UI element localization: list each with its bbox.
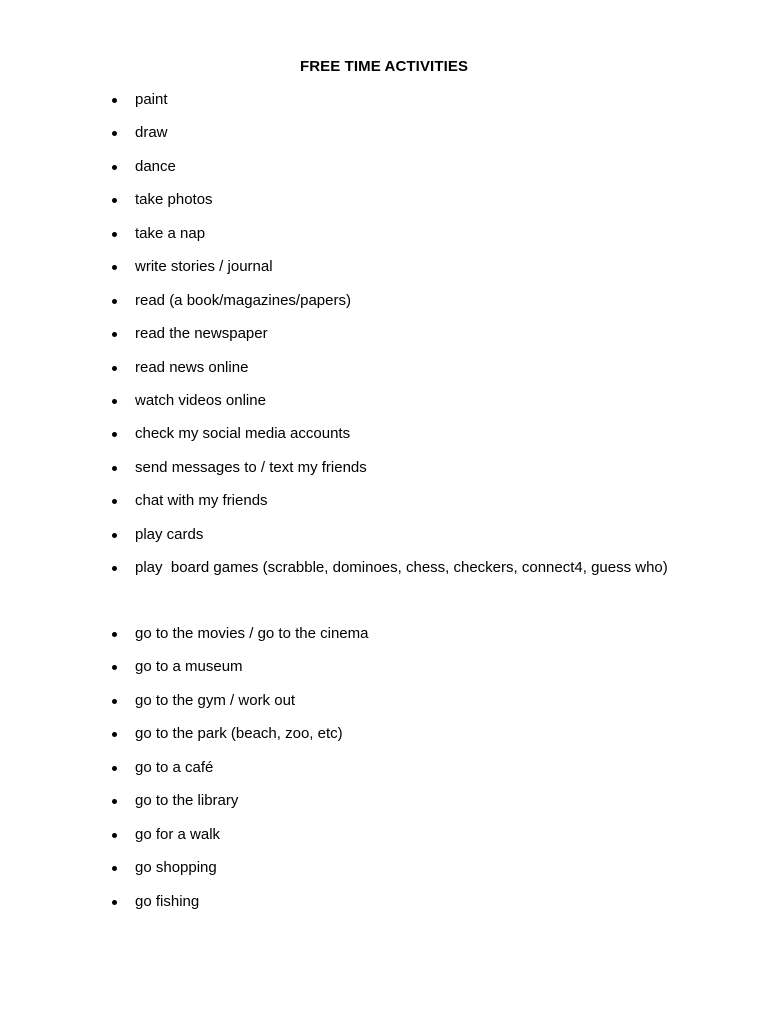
list-item-label: take a nap	[135, 224, 206, 242]
list-item-label: go to a museum	[135, 658, 243, 676]
bullet-icon	[112, 900, 117, 905]
list-item-label: go for a walk	[135, 825, 221, 843]
bullet-icon	[112, 432, 117, 437]
bullet-icon	[112, 98, 117, 103]
list-item-label: go to the library	[135, 792, 239, 810]
bullet-icon	[112, 699, 117, 704]
list-item-label: paint	[135, 91, 168, 108]
list-item-label: watch videos online	[135, 391, 266, 409]
bullet-icon	[112, 732, 117, 737]
bullet-icon	[112, 833, 117, 838]
list-item-label: play board games (scrabble, dominoes, chess, checkers, connect4, guess who)	[135, 559, 668, 577]
list-item-label: write stories / journal	[135, 258, 273, 276]
list-item-label: play cards	[135, 525, 204, 543]
list-item-label: read news online	[135, 358, 249, 376]
bullet-icon	[112, 299, 117, 304]
list-item-label: go to a café	[135, 758, 214, 776]
bullet-icon	[112, 632, 117, 637]
list-item-label: draw	[135, 124, 168, 142]
bullet-icon	[112, 466, 117, 471]
list-item-label: go to the movies / go to the cinema	[135, 625, 369, 642]
bullet-icon	[112, 399, 117, 404]
bullet-icon	[112, 366, 117, 371]
bullet-icon	[112, 799, 117, 804]
bullet-icon	[112, 131, 117, 136]
list-item-label: go to the park (beach, zoo, etc)	[135, 725, 343, 743]
bullet-icon	[112, 665, 117, 670]
list-item-label: chat with my friends	[135, 492, 268, 510]
list-item-label: read (a book/magazines/papers)	[135, 291, 351, 309]
list-item-label: read the newspaper	[135, 325, 268, 343]
bullet-icon	[112, 866, 117, 871]
bullet-icon	[112, 533, 117, 538]
page-title: FREE TIME ACTIVITIES	[299, 58, 469, 75]
bullet-icon	[112, 332, 117, 337]
list-item-label: go shopping	[135, 859, 217, 877]
list-item-label: dance	[135, 157, 176, 175]
bullet-icon	[112, 566, 117, 571]
list-item-label: go fishing	[135, 892, 200, 910]
bullet-icon	[112, 265, 117, 270]
bullet-icon	[112, 766, 117, 771]
bullet-icon	[112, 198, 117, 203]
bullet-icon	[112, 499, 117, 504]
list-item-label: take photos	[135, 191, 213, 209]
list-item-label: send messages to / text my friends	[135, 458, 367, 476]
bullet-icon	[112, 165, 117, 170]
bullet-icon	[112, 232, 117, 237]
list-item-label: check my social media accounts	[135, 425, 351, 443]
list-item-label: go to the gym / work out	[135, 691, 296, 709]
